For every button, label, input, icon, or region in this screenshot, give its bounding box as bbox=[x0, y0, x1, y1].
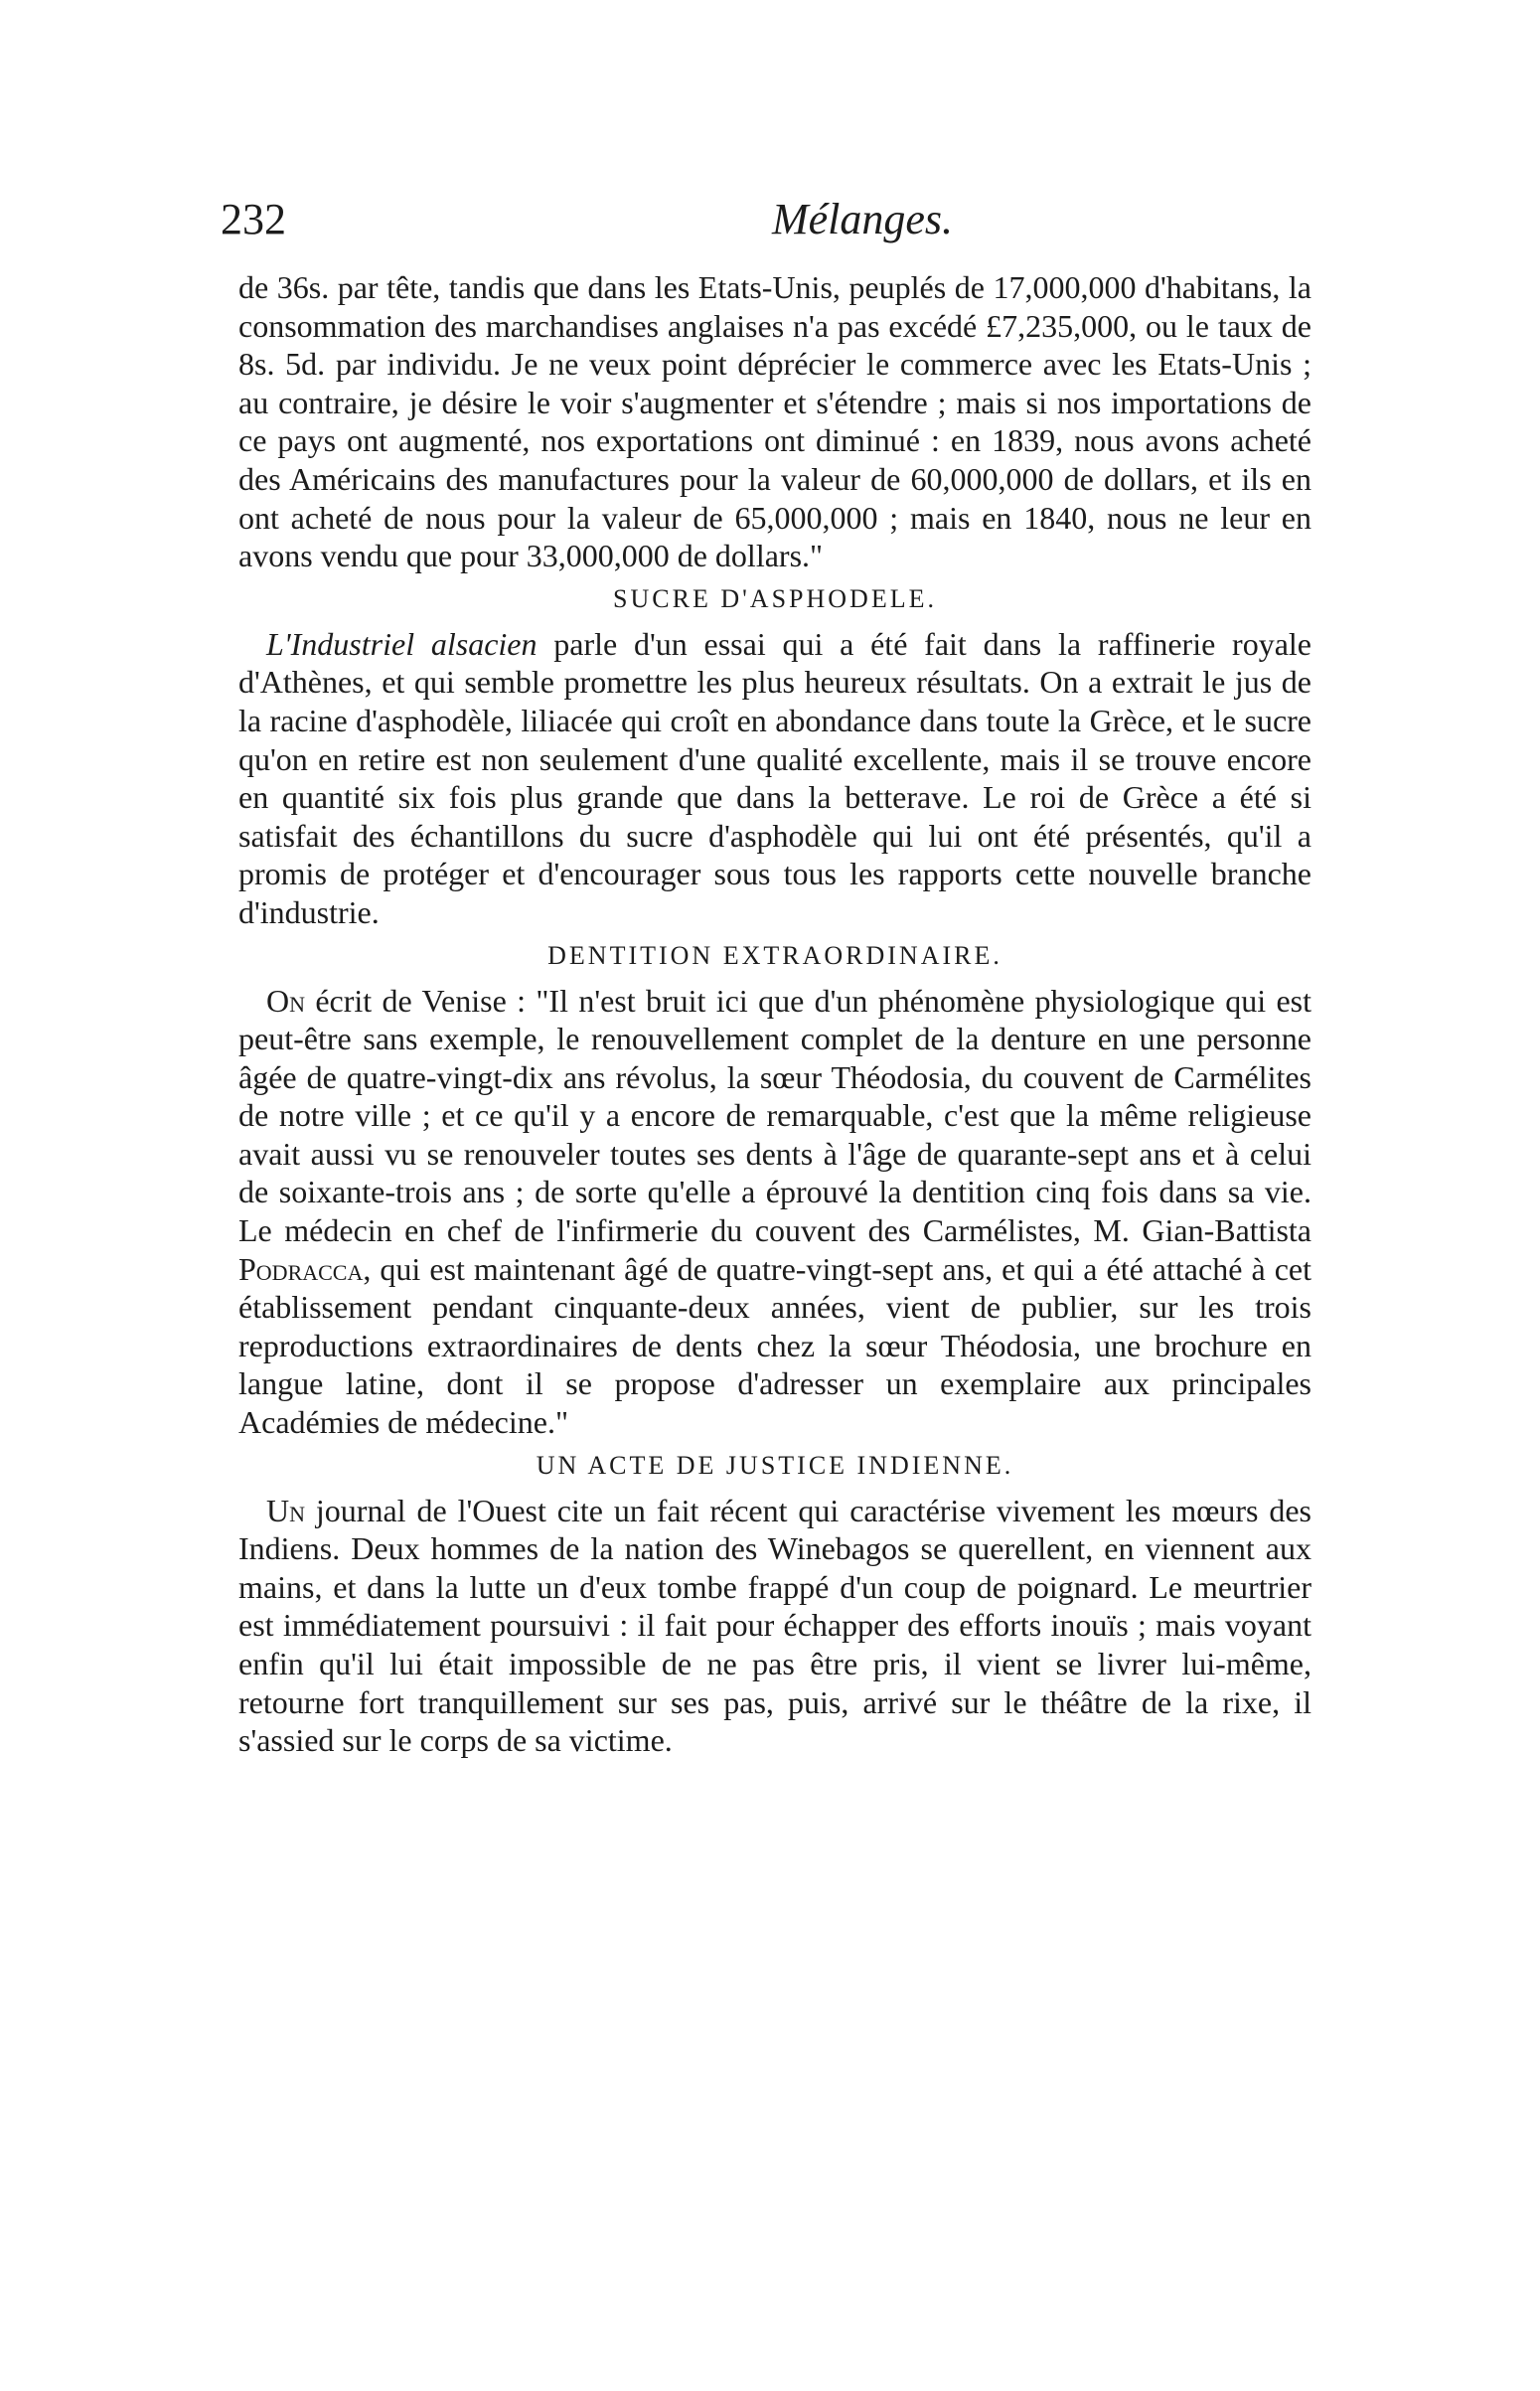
physician-name: Podracca bbox=[238, 1250, 364, 1287]
text-block bbox=[238, 268, 1311, 1760]
section-heading-justice: UN ACTE DE JUSTICE INDIENNE. bbox=[536, 1450, 1014, 1480]
section-heading-dentition: DENTITION EXTRAORDINAIRE. bbox=[547, 940, 1002, 970]
section-heading-sucre: SUCRE D'ASPHODELE. bbox=[613, 583, 937, 613]
lead-word: Un bbox=[266, 1492, 305, 1528]
paragraph-justice bbox=[238, 1492, 1311, 1760]
page-number: 232 bbox=[221, 195, 286, 243]
paragraph-dentition-text-2: , qui est maintenant âgé de quatre-vingt-sept ans, et qui a été attaché à cet établissement pendant cinquante-deux années, vient de publier, sur les trois reproductions extraordinaires de dents chez la sœur Théodosia, une brochure en langue latine, dont il se propose d'adresser un exemplaire aux principales Académies de médecine." bbox=[238, 1250, 1311, 1441]
paragraph-sucre bbox=[238, 625, 1311, 932]
intro-paragraph: de 36s. par tête, tandis que dans les Etats-Unis, peuplés de 17,000,000 d'habitans, la consommation des marchandises anglaises n'a pas excédé £7,235,000, ou le taux de 8s. 5d. par individu. Je ne veux point déprécier le commerce avec les Etats-Unis ; au contraire, je désire le voir s'augmenter et s'étendre ; mais si nos importations de ce pays ont augmenté, nos exportations ont diminué : en 1839, nous avons acheté des Américains des manufactures pour la valeur de 60,000,000 de dollars, et ils en ont acheté de nous pour la valeur de 65,000,000 ; mais en 1840, nous ne leur en avons vendu que pour 33,000,000 de dollars." bbox=[238, 269, 1311, 574]
running-head bbox=[221, 194, 1313, 253]
paragraph-dentition bbox=[238, 982, 1311, 1442]
lead-word: On bbox=[266, 982, 305, 1019]
paragraph-dentition-text-1: écrit de Venise : "Il n'est bruit ici que d'un phénomène physiologique qui est peut-être sans exemple, le renouvellement complet de la denture en une personne âgée de quatre-vingt-dix ans révolus, la sœur Théodosia, du couvent de Carmélites de notre ville ; et ce qu'il y a encore de remarquable, c'est que la même religieuse avait aussi vu se renouveler toutes ses dents à l'âge de quarante-sept ans et à celui de soixante-trois ans ; de sorte qu'elle a éprouvé la dentition cinq fois dans sa vie. Le médecin en chef de l'infirmerie du couvent des Carmélistes, M. Gian-Battista bbox=[238, 982, 1311, 1249]
paragraph-justice-text: journal de l'Ouest cite un fait récent qui caractérise vivement les mœurs des Indiens. Deux hommes de la nation des Winebagos se querellent, en viennent aux mains, et dans la lutte un d'eux tombe frappé d'un coup de poignard. Le meurtrier est immédiatement poursuivi : il fait pour échapper des efforts inouïs ; mais voyant enfin qu'il lui était impossible de ne pas être pris, il vient se livrer lui-même, retourne fort tranquillement sur ses pas, puis, arrivé sur le théâtre de la rixe, il s'assied sur le corps de sa victime. bbox=[238, 1492, 1311, 1759]
paragraph-sucre-text: parle d'un essai qui a été fait dans la raffinerie royale d'Athènes, et qui semble promettre les plus heureux résultats. On a extrait le jus de la racine d'asphodèle, liliacée qui croît en abondance dans toute la Grèce, et le sucre qu'on en retire est non seulement d'une qualité excellente, mais il se trouve encore en quantité six fois plus grande que dans la betterave. Le roi de Grèce a été si satisfait des échantillons du sucre d'asphodèle qui lui ont été présentés, qu'il a promis de protéger et d'encourager sous tous les rapports cette nouvelle branche d'industrie. bbox=[238, 625, 1311, 930]
running-title: Mélanges. bbox=[772, 195, 954, 243]
journal-title: L'Industriel alsacien bbox=[266, 625, 538, 662]
